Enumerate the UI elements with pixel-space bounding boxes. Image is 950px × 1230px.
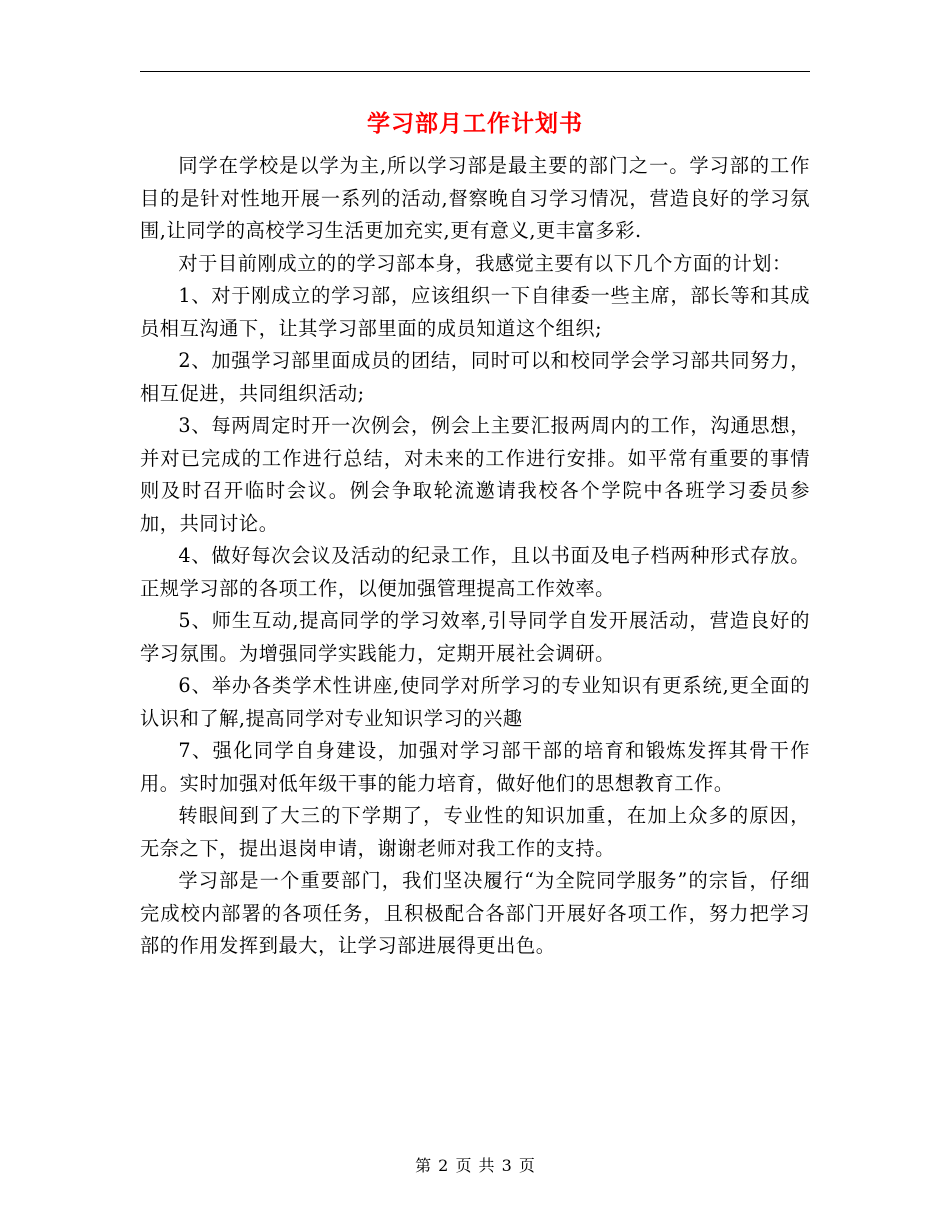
- document-title: 学习部月工作计划书: [367, 110, 583, 137]
- header-rule: [140, 71, 810, 72]
- paragraph-plan-lead: 对于目前刚成立的的学习部本身，我感觉主要有以下几个方面的计划：: [178, 251, 792, 275]
- paragraph-item-7: 7、强化同学自身建设，加强对学习部干部的培育和锻炼发挥其骨干作用。实时加强对低年级干事的能力培育，做好他们的思想教育工作。: [140, 739, 810, 795]
- page-number: 第 2 页 共 3 页: [415, 1156, 535, 1175]
- document-body: [140, 150, 810, 963]
- paragraph-item-6: 6、举办各类学术性讲座,使同学对所学习的专业知识有更系统,更全面的认识和了解,提高同学对专业知识学习的兴趣: [140, 674, 810, 730]
- paragraph-intro: 同学在学校是以学为主,所以学习部是最主要的部门之一。学习部的工作目的是针对性地开展一系列的活动,督察晚自习学习情况，营造良好的学习氛围,让同学的高校学习生活更加充实,更有意义,更丰富多彩.: [140, 154, 810, 242]
- paragraph-item-3: 3、每两周定时开一次例会，例会上主要汇报两周内的工作，沟通思想，并对已完成的工作进行总结，对未来的工作进行安排。如平常有重要的事情则及时召开临时会议。例会争取轮流邀请我校各个学院中各班学习委员参加，共同讨论。: [140, 414, 810, 535]
- paragraph-resignation: 转眼间到了大三的下学期了，专业性的知识加重，在加上众多的原因，无奈之下，提出退岗申请，谢谢老师对我工作的支持。: [140, 804, 810, 860]
- paragraph-conclusion: 学习部是一个重要部门，我们坚决履行“为全院同学服务”的宗旨，仔细完成校内部署的各项任务，且积极配合各部门开展好各项工作，努力把学习部的作用发挥到最大，让学习部进展得更出色。: [140, 869, 810, 957]
- paragraph-item-1: 1、对于刚成立的学习部，应该组织一下自律委一些主席，部长等和其成员相互沟通下，让其学习部里面的成员知道这个组织;: [140, 284, 810, 340]
- paragraph-item-4: 4、做好每次会议及活动的纪录工作，且以书面及电子档两种形式存放。正规学习部的各项工作，以便加强管理提高工作效率。: [140, 544, 810, 600]
- paragraph-item-5: 5、师生互动,提高同学的学习效率,引导同学自发开展活动，营造良好的学习氛围。为增强同学实践能力，定期开展社会调研。: [140, 609, 810, 665]
- paragraph-item-2: 2、加强学习部里面成员的团结，同时可以和校同学会学习部共同努力，相互促进，共同组织活动;: [140, 349, 810, 405]
